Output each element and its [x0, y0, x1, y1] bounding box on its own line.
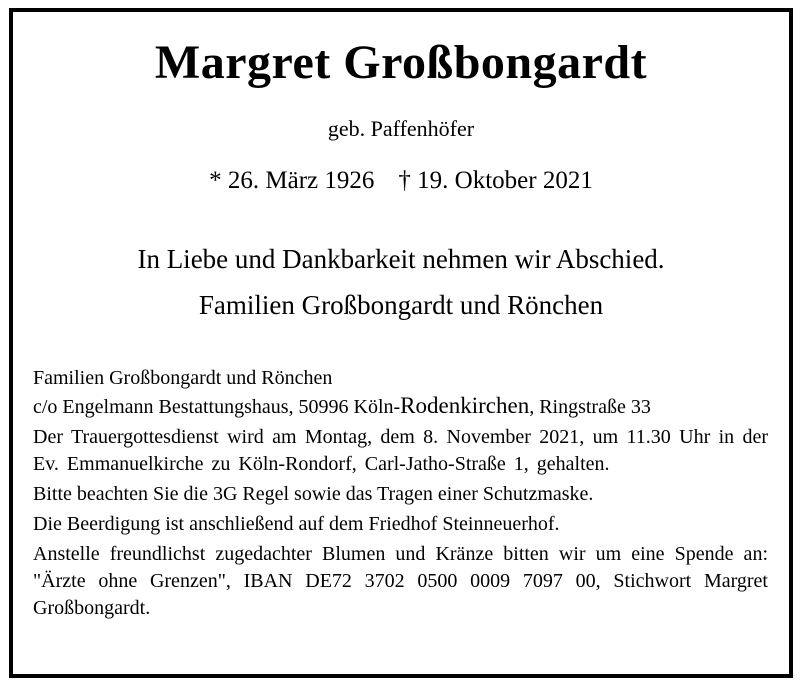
address-suffix: , Ringstraße 33: [529, 396, 651, 418]
life-dates: [13, 167, 789, 195]
address-name: Familien Großbongardt und Rönchen: [33, 367, 333, 389]
farewell-text: In Liebe und Dankbarkeit nehmen wir Abschied.: [137, 244, 665, 274]
address-line: [33, 392, 768, 421]
address-district: Rodenkirchen: [400, 393, 530, 418]
details-section: [33, 365, 768, 622]
birth-date: * 26. März 1926: [209, 167, 375, 194]
rules-info: Bitte beachten Sie die 3G Regel sowie das Tragen einer Schutzmaske.: [33, 483, 594, 505]
service-info: Der Trauergottesdienst wird am Montag, dem 8. November 2021, um 11.30 Uhr in der Ev. Emmanuelkirche zu Köln-Rondorf, Carl-Jatho-Straße 1, gehalten.: [33, 426, 768, 475]
donation-info: Anstelle freundlichst zugedachter Blumen und Kränze bitten wir um eine Spende an: "Ärzte ohne Grenzen", IBAN DE72 3702 0500 0009 7097 00, Stichwort Margret Großbongardt.: [33, 543, 768, 619]
deceased-name: Margret Großbongardt: [154, 36, 648, 89]
death-date: † 19. Oktober 2021: [398, 167, 593, 194]
obituary-frame: [9, 8, 793, 678]
burial-info: Die Beerdigung ist anschließend auf dem Friedhof Steinneuerhof.: [33, 513, 560, 535]
birth-name: geb. Paffenhöfer: [327, 116, 475, 141]
address-prefix: c/o Engelmann Bestattungshaus, 50996 Köln-: [33, 396, 401, 418]
families-signature: Familien Großbongardt und Rönchen: [198, 290, 604, 320]
